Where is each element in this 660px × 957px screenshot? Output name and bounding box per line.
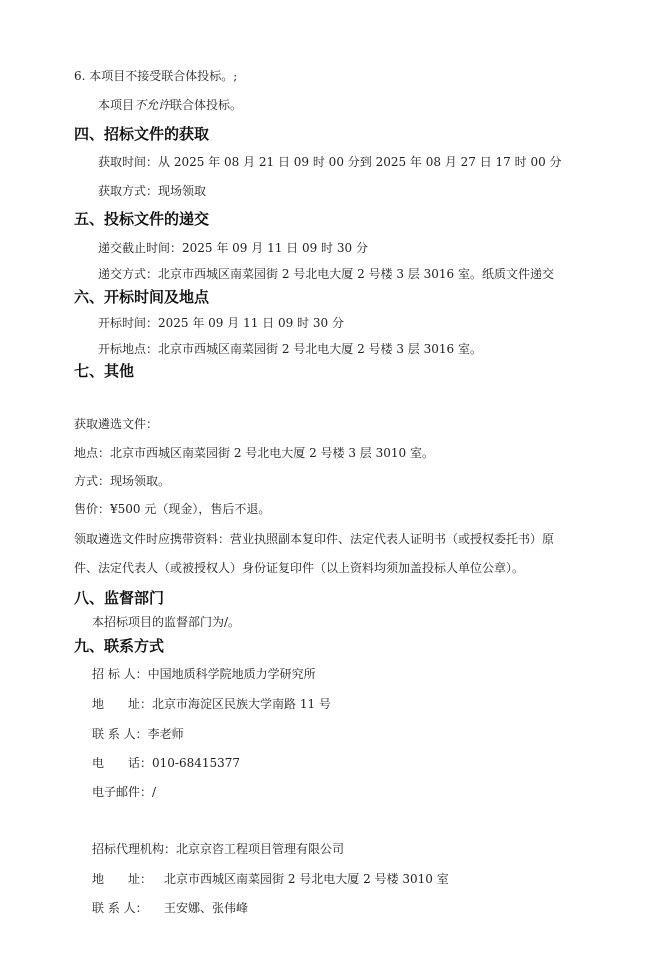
section-4-heading: 四、招标文件的获取 (74, 125, 210, 143)
sec4-time: 获取时间：从 2025 年 08 月 21 日 09 时 00 分到 2025 年 08 月 27 日 17 时 00 分 (98, 155, 562, 169)
section-9-heading: 九、联系方式 (74, 637, 165, 655)
section-6-heading: 六、开标时间及地点 (74, 288, 210, 306)
contact-value: 北京市海淀区民族大学南路 11 号 (152, 697, 331, 711)
contact-value: / (152, 785, 157, 799)
agency-row-address (92, 871, 449, 887)
contact-row-address (92, 696, 331, 712)
agency-row-person (92, 900, 248, 916)
contact-label: 电 话： (92, 756, 153, 770)
sec7-line: 获取遴选文件： (74, 417, 159, 431)
sec4-method: 获取方式：现场领取 (98, 184, 207, 198)
contact-row-email (92, 784, 156, 800)
section-5-heading: 五、投标文件的递交 (74, 210, 210, 228)
sec5-method: 递交方式：北京市西城区南菜园街 2 号北电大厦 2 号楼 3 层 3016 室。纸质文件递交 (98, 267, 554, 281)
sec7-line: 方式：现场领取。 (74, 474, 171, 488)
item6-body (98, 97, 242, 113)
agency-value: 北京京咨工程项目管理有限公司 (176, 842, 345, 856)
contact-label: 地 址： (92, 697, 153, 711)
contact-value: 李老师 (147, 727, 184, 741)
section-7-heading: 七、其他 (74, 362, 135, 380)
item6-body-post: 联合体投标。 (170, 98, 243, 112)
agency-value: 北京市西城区南菜园街 2 号北电大厦 2 号楼 3010 室 (164, 872, 449, 886)
sec5-deadline: 递交截止时间：2025 年 09 月 11 日 09 时 30 分 (98, 241, 368, 255)
agency-label: 招标代理机构： (92, 842, 177, 856)
section-8-heading: 八、监督部门 (74, 589, 165, 607)
item6-body-pre: 本项目 (98, 98, 135, 112)
contact-label: 电子邮件： (92, 785, 153, 799)
contact-label: 招 标 人： (92, 667, 148, 681)
item6-body-emphasis: 不允许 (134, 98, 171, 112)
sec7-line: 地点：北京市西城区南菜园街 2 号北电大厦 2 号楼 3 层 3010 室。 (74, 446, 434, 460)
agency-label: 地 址： (92, 872, 153, 886)
agency-row-name (92, 841, 344, 857)
contact-row-phone (92, 755, 240, 771)
sec7-line: 件、法定代表人（或被授权人）身份证复印件（以上资料均须加盖投标人单位公章）。 (74, 561, 525, 575)
item6-title: 6. 本项目不接受联合体投标。; (74, 69, 238, 83)
sec7-line: 领取遴选文件时应携带资料：营业执照副本复印件、法定代表人证明书（或授权委托书）原 (74, 532, 555, 546)
contact-label: 联 系 人： (92, 727, 148, 741)
agency-value: 王安娜、张伟峰 (164, 901, 249, 915)
sec6-place: 开标地点：北京市西城区南菜园街 2 号北电大厦 2 号楼 3 层 3016 室。 (98, 342, 482, 356)
agency-label: 联 系 人： (92, 901, 148, 915)
sec6-time: 开标时间：2025 年 09 月 11 日 09 时 30 分 (98, 316, 344, 330)
contact-value: 中国地质科学院地质力学研究所 (147, 667, 316, 681)
contact-row-tenderer (92, 666, 316, 682)
contact-row-person (92, 726, 184, 742)
sec8-body: 本招标项目的监督部门为/。 (92, 615, 241, 629)
sec7-line: 售价：¥500 元（现金），售后不退。 (74, 502, 271, 516)
contact-value: 010-68415377 (152, 756, 241, 770)
